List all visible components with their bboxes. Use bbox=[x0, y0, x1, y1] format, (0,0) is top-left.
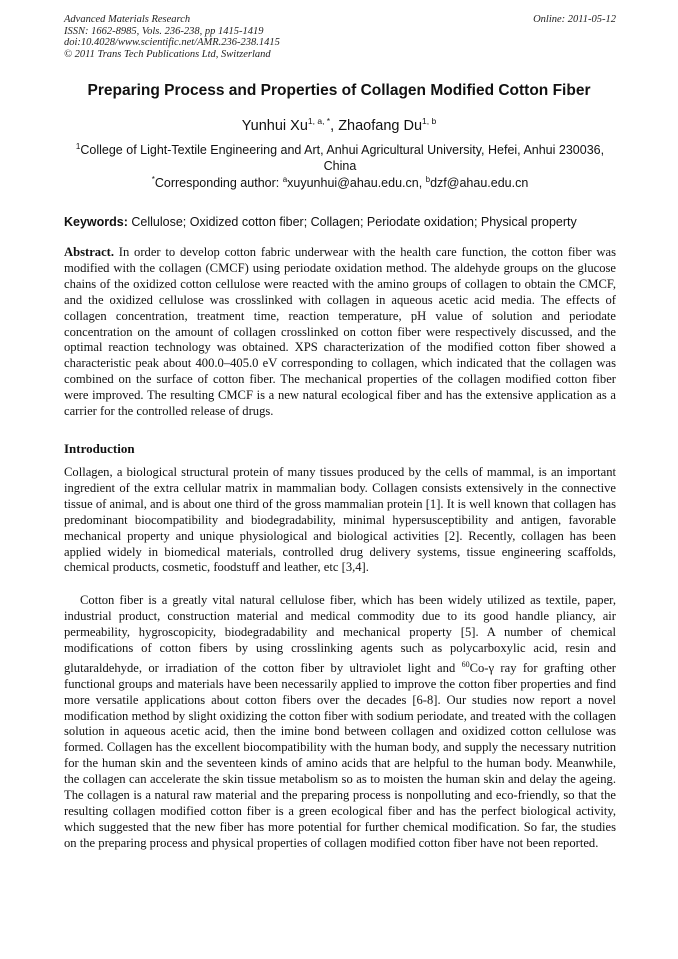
affiliation-text: College of Light-Textile Engineering and Art, Anhui Agricultural University, Hefei, Anhui 230036, China bbox=[80, 143, 605, 174]
keywords bbox=[64, 215, 616, 229]
corresponding-label: Corresponding author: bbox=[154, 176, 283, 191]
journal-name: Advanced Materials Research bbox=[64, 14, 191, 25]
keywords-label: Keywords: bbox=[64, 215, 128, 229]
affiliation-superscript: 1 bbox=[75, 142, 81, 151]
copyright-line: © 2011 Trans Tech Publications Ltd, Switzerland bbox=[64, 48, 271, 60]
author-name: Zhaofang Du bbox=[338, 117, 423, 134]
corresponding-star: * bbox=[151, 175, 155, 184]
keywords-text: Cellulose; Oxidized cotton fiber; Collagen; Periodate oxidation; Physical property bbox=[127, 215, 577, 229]
abstract-label: Abstract. bbox=[64, 245, 115, 259]
section-heading: Introduction bbox=[64, 441, 135, 456]
journal-header bbox=[64, 14, 616, 60]
paragraph-text: Co-γ ray for grafting other functional groups and materials have been necessarily applied to improve the cotton fiber properties and find more versatile applications about cotton fibers over the decades [6-8]. Our studies now report a novel modification method by slight oxidizing the cotton fiber with sodium periodate, and treated with the collagen solution in aqueous acetic acid, then the imine bond between collagen and oxidized cotton cellulose was formed. Collagen has the excellent biocompatibility with the human body, and supply the necessary nutrition for the human skin and the seventeen kinds of amino acids that are helpful to the human body. Meanwhile, the collagen can accelerate the skin tissue metabolism so as to moisten the human skin and delay the ageing. The collagen is a natural raw material and the preparing process is nonpolluting and eco-friendly, so that the resulting collagen modified cotton fiber is a green ecological fiber and has the perfect biological activity, which suggested that the new fiber has more potential for further chemical modification. So far, the studies on the preparing process and physical properties of collagen modified cotton fiber have not been reported. bbox=[64, 660, 616, 850]
abstract bbox=[64, 245, 616, 420]
author-line bbox=[40, 116, 638, 134]
author-name: Yunhui Xu bbox=[241, 117, 308, 134]
email-address: xuyunhui@ahau.edu.cn, bbox=[287, 176, 426, 191]
author-separator: , bbox=[330, 117, 339, 134]
email-superscript: a bbox=[282, 175, 288, 184]
paragraph-text: Cotton fiber is a greatly vital natural cellulose fiber, which has been widely utilized as textile, paper, industrial product, construction material and medical commodity due to its good handle pliancy, air permeability, hygroscopicity, biodegradability and mechanical property [5]. A number of chemical modifications of cotton fibers by using crosslinking agents such as polycarboxylic acid, resin and glutaraldehyde, or irradiation of the cotton fiber by ultraviolet light and bbox=[64, 593, 616, 675]
affiliation bbox=[64, 139, 616, 174]
doi-line: doi:10.4028/www.scientific.net/AMR.236-238.1415 bbox=[64, 37, 280, 48]
corresponding-author bbox=[64, 175, 616, 190]
email-address: dzf@ahau.edu.cn bbox=[430, 176, 529, 191]
author-superscript: 1, a, * bbox=[307, 116, 331, 126]
isotope-superscript: 60 bbox=[461, 659, 470, 669]
issn-line: ISSN: 1662-8985, Vols. 236-238, pp 1415-1419 bbox=[64, 25, 264, 37]
author-superscript: 1, b bbox=[422, 116, 437, 126]
email-superscript: b bbox=[425, 175, 431, 184]
paragraph: Collagen, a biological structural protein of many tissues produced by the cells of mammal, is an important ingredient of the extra cellular matrix in mammalian body. Collagen consists extensively in the connective tissue of animal, and is about one third of the gross mammalian protein [1]. It is well known that collagen has predominant biocompatibility and biodegradability, minimal hypersusceptibility and antigen, favorable mechanical property and unique physiological and biological activities [2]. Recently, collagen has been applied widely in biomedical materials, controlled drug delivery systems, tissue engineering scaffolds, chemical products, cosmetic, foodstuff and leather, etc [3,4]. bbox=[64, 465, 616, 575]
online-date: Online: 2011-05-12 bbox=[533, 14, 616, 25]
paragraph bbox=[64, 593, 616, 852]
abstract-text: In order to develop cotton fabric underwear with the health care function, the cotton fiber was modified with the collagen (CMCF) using periodate oxidation method. The aldehyde groups on the glucose chains of the oxidized cotton cellulose were reacted with the amino groups of collagen to obtain the CMCF, and the oxidized cellulose was crosslinked with collagen in aqueous acetic acid media. The effects of collagen concentration, treatment time, reaction temperature, pH value of solution and periodate concentration on the amount of collagen crosslinked on cotton fiber were respectively discussed, and the optimal reaction technology was obtained. XPS characterization of the modified cotton fiber showed a characteristic peak about 400.0–405.0 eV corresponding to collagen, which indicated that the collagen was combined on the surface of cotton fiber. The mechanical properties of the collagen modified cotton fiber were improved. The resulting CMCF is a new natural ecological fiber and has the extensive application as a carrier for the controlled release of drugs. bbox=[64, 245, 616, 419]
paper-title: Preparing Process and Properties of Collagen Modified Cotton Fiber bbox=[87, 82, 591, 99]
